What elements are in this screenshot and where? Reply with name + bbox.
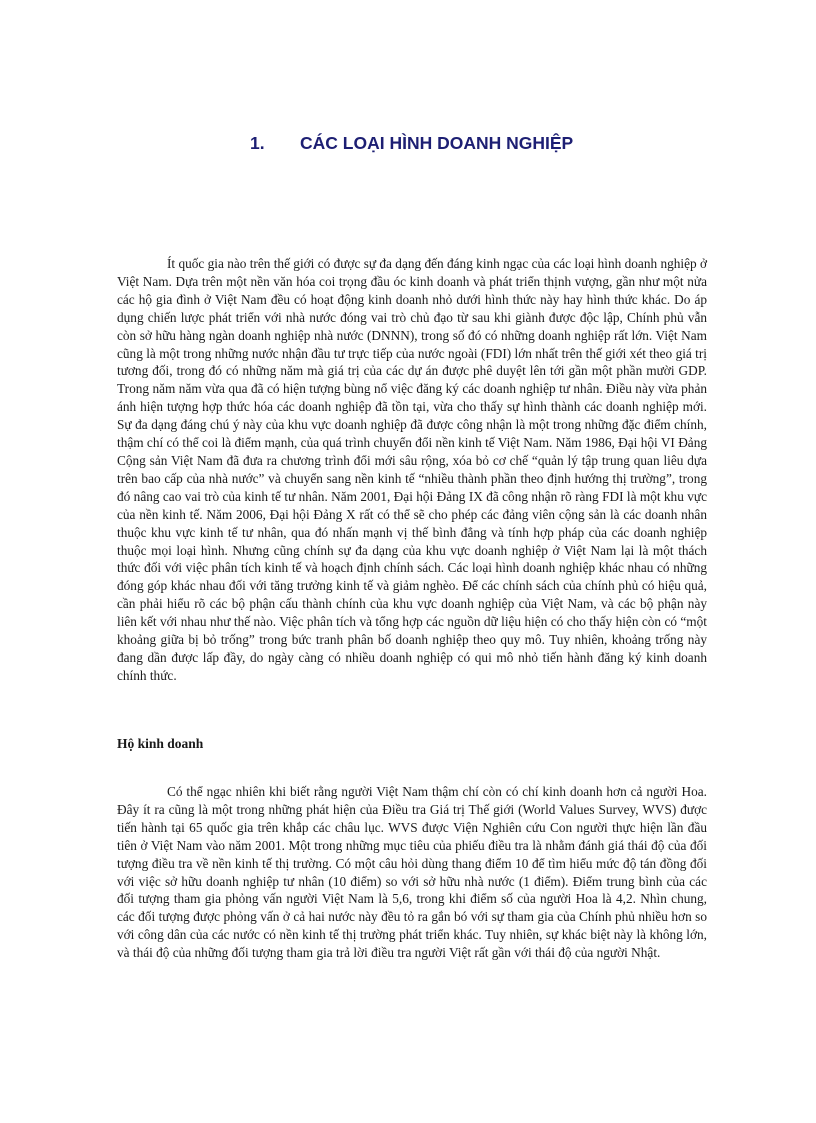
- section-paragraph: Có thể ngạc nhiên khi biết rằng người Việt Nam thậm chí còn có chí kinh doanh hơn cả người Hoa. Đây ít ra cũng là một trong những phát hiện của Điều tra Giá trị Thế giới (World Values Survey, WVS) được tiến hành tại 65 quốc gia trên khắp các châu lục. WVS được Viện Nghiên cứu Con người thực hiện lần đầu tiên ở Việt Nam vào năm 2001. Một trong những mục tiêu của phiếu điều tra là nhằm đánh giá thái độ của đối tượng điều tra về nền kinh tế thị trường. Có một câu hỏi dùng thang điểm 10 để tìm hiểu mức độ tán đồng đối với việc sở hữu doanh nghiệp tư nhân (10 điểm) so với sở hữu nhà nước (1 điểm). Điểm trung bình của các đối tượng tham gia phỏng vấn người Việt Nam là 5,6, trong khi điểm số của người Hoa là 4,2. Nhìn chung, các đối tượng được phỏng vấn ở cả hai nước này đều tỏ ra gắn bó với sự tham gia của Chính phủ nhiều hơn so với công dân của các nước có nền kinh tế thị trường phát triển khác. Tuy nhiên, sự khác biệt này là không lớn, và thái độ của những đối tượng tham gia trả lời điều tra người Việt rất gần với thái độ của người Nhật.: [117, 784, 707, 961]
- section-heading: Hộ kinh doanh: [117, 736, 204, 751]
- chapter-number: 1.: [250, 133, 265, 153]
- intro-paragraph: Ít quốc gia nào trên thế giới có được sự đa dạng đến đáng kinh ngạc của các loại hình doanh nghiệp ở Việt Nam. Dựa trên một nền văn hóa coi trọng đầu óc kinh doanh và phát triển thịnh vượng, gần như một nửa các hộ gia đình ở Việt Nam đều có hoạt động kinh doanh nhỏ dưới hình thức này hay hình thức khác. Do áp dụng chiến lược phát triển với nhà nước đóng vai trò chủ đạo từ sau khi giành được độc lập, Chính phủ vẫn còn sở hữu hàng ngàn doanh nghiệp nhà nước (DNNN), trong số đó có những doanh nghiệp rất lớn. Việt Nam cũng là một trong những nước nhận đầu tư trực tiếp của nước ngoài (FDI) lớn nhất trên thế giới xét theo giá trị tương đối, trong đó có những năm mà giá trị của các dự án được phê duyệt lên tới gần một phần mười GDP. Trong năm năm vừa qua đã có hiện tượng bùng nổ việc đăng ký các doanh nghiệp tư nhân. Điều này vừa phản ánh hiện tượng hợp thức hóa các doanh nghiệp đã tồn tại, vừa cho thấy sự hình thành các doanh nghiệp mới. Sự đa dạng đáng chú ý này của khu vực doanh nghiệp đã được công nhận là một trong những đặc điểm chính, thậm chí có thể coi là điểm mạnh, của quá trình chuyển đổi nền kinh tế Việt Nam. Năm 1986, Đại hội VI Đảng Cộng sản Việt Nam đã đưa ra chương trình đổi mới sâu rộng, xóa bỏ cơ chế “quản lý tập trung quan liêu dựa trên bao cấp của nhà nước” và chuyển sang nền kinh tế “nhiều thành phần theo định hướng thị trường”, trong đó nâng cao vai trò của kinh tế tư nhân. Năm 2001, Đại hội Đảng IX đã công nhận rõ ràng FDI là một khu vực của nền kinh tế. Năm 2006, Đại hội Đảng X rất có thể sẽ cho phép các đảng viên cộng sản là các doanh nhân thuộc khu vực kinh tế tư nhân, qua đó nhấn mạnh vị thế bình đẳng và tính hợp pháp của các doanh nghiệp thuộc mọi loại hình. Nhưng cũng chính sự đa dạng của khu vực doanh nghiệp ở Việt Nam lại là một thách thức đối với việc phân tích kinh tế và hoạch định chính sách. Các loại hình doanh nghiệp khác nhau có những đóng góp khác nhau đối với tăng trưởng kinh tế và giảm nghèo. Để các chính sách của chính phủ có hiệu quả, cần phải hiểu rõ các bộ phận cấu thành chính của khu vực doanh nghiệp của Việt Nam, và các bộ phận này liên kết với nhau như thế nào. Việc phân tích và tổng hợp các nguồn dữ liệu hiện có cho thấy hiện còn có “một khoảng giữa bị bỏ trống” trong bức tranh phân bố doanh nghiệp theo quy mô. Tuy nhiên, khoảng trống này đang dần được lấp đầy, do ngày càng có nhiều doanh nghiệp có qui mô nhỏ tiến hành đăng ký kinh doanh chính thức.: [117, 256, 707, 683]
- chapter-title: CÁC LOẠI HÌNH DOANH NGHIỆP: [300, 133, 574, 153]
